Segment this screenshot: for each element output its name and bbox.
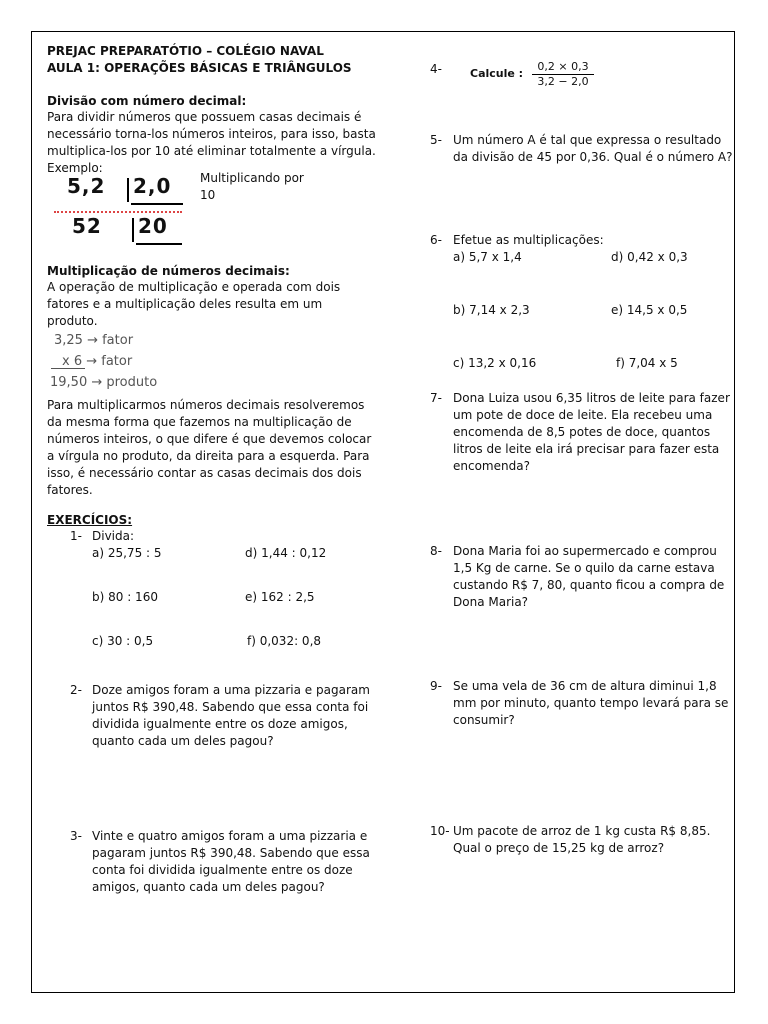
q10-line: Qual o preço de 15,25 kg de arroz? [453, 841, 665, 855]
division-bar [132, 218, 134, 242]
q2-line: Doze amigos foram a uma pizzaria e pagaram [92, 683, 370, 697]
q6-title: Efetue as multiplicações: [453, 233, 604, 247]
q1-item: b) 80 : 160 [92, 590, 158, 604]
division-note-line: 10 [200, 188, 216, 202]
q5-line: Um número A é tal que expressa o resultado [453, 133, 722, 147]
q6-item: a) 5,7 x 1,4 [453, 250, 522, 264]
q7-line: encomenda de 8,5 potes de doce, quantos [453, 425, 711, 439]
header-line-2: AULA 1: OPERAÇÕES BÁSICAS E TRIÂNGULOS [47, 61, 352, 75]
q8-number: 8- [430, 544, 442, 558]
example-divisor: 2,0 [133, 174, 172, 198]
q1-item: e) 162 : 2,5 [245, 590, 315, 604]
q6-item: d) 0,42 x 0,3 [611, 250, 688, 264]
multiplication-paragraph [47, 397, 371, 499]
multiplication-heading: Multiplicação de números decimais: [47, 264, 290, 278]
multiplication-para-line: fatores. [47, 483, 93, 497]
q3-line: Vinte e quatro amigos foram a uma pizzaria e [92, 829, 368, 843]
multiplication-line: A operação de multiplicação e operada com dois [47, 280, 341, 294]
division-text [47, 109, 376, 177]
q7-text [453, 390, 730, 475]
q9-line: Se uma vela de 36 cm de altura diminui 1,8 [453, 679, 717, 693]
multiplication-line: fatores e a multiplicação deles resulta em um [47, 297, 323, 311]
q10-line: Um pacote de arroz de 1 kg custa R$ 8,85. [453, 824, 711, 838]
multiplication-underline [51, 368, 85, 369]
q3-number: 3- [70, 829, 82, 843]
q8-line: custando R$ 7, 80, quanto ficou a compra de [453, 578, 725, 592]
header-line-1: PREJAC PREPARATÓTIO – COLÉGIO NAVAL [47, 44, 324, 58]
q5-line: da divisão de 45 por 0,36. Qual é o número A? [453, 150, 733, 164]
q9-line: consumir? [453, 713, 515, 727]
example-factor-2: x 6 → fator [62, 354, 133, 369]
dotted-separator [54, 211, 182, 213]
q4-numerator: 0,2 × 0,3 [537, 60, 589, 73]
q1-item: c) 30 : 0,5 [92, 634, 154, 648]
q5-number: 5- [430, 133, 442, 147]
multiplication-para-line: isso, é necessário contar as casas decimais dos dois [47, 466, 362, 480]
division-line: Para dividir números que possuem casas decimais é [47, 110, 362, 124]
q4-number: 4- [430, 62, 442, 76]
q2-number: 2- [70, 683, 82, 697]
example-product: 19,50 → produto [50, 375, 158, 390]
exercises-heading: EXERCÍCIOS: [47, 513, 133, 527]
q3-line: conta foi dividida igualmente entre os doze [92, 863, 353, 877]
q9-number: 9- [430, 679, 442, 693]
q2-line: dividida igualmente entre os doze amigos, [92, 717, 348, 731]
multiplication-para-line: a vírgula no produto, da direita para a esquerda. Para [47, 449, 370, 463]
q2-line: juntos R$ 390,48. Sabendo que essa conta foi [92, 700, 369, 714]
q7-line: um pote de doce de leite. Ela recebeu uma [453, 408, 713, 422]
multiplication-text [47, 279, 340, 330]
q7-number: 7- [430, 391, 442, 405]
division-heading: Divisão com número decimal: [47, 94, 247, 108]
example-dividend: 5,2 [67, 174, 106, 198]
document-header [47, 43, 352, 77]
q7-line: Dona Luiza usou 6,35 litros de leite para fazer [453, 391, 730, 405]
q4-fraction [532, 60, 594, 89]
q8-line: 1,5 Kg de carne. Se o quilo da carne estava [453, 561, 715, 575]
q1-item: f) 0,032: 0,8 [247, 634, 322, 648]
q1-title: Divida: [92, 529, 135, 543]
q1-number: 1- [70, 529, 82, 543]
q6-number: 6- [430, 233, 442, 247]
q6-item: e) 14,5 x 0,5 [611, 303, 688, 317]
q9-text [453, 678, 728, 729]
q4-label: Calcule : [470, 67, 524, 80]
q9-line: mm por minuto, quanto tempo levará para se [453, 696, 729, 710]
q10-number: 10- [430, 824, 450, 838]
q7-line: litros de leite ela irá precisar para fazer esta [453, 442, 720, 456]
q3-line: pagaram juntos R$ 390,48. Sabendo que essa [92, 846, 370, 860]
q5-text [453, 132, 732, 166]
division-bar [127, 178, 129, 202]
example-divisor-int: 20 [138, 214, 168, 238]
q6-item: b) 7,14 x 2,3 [453, 303, 530, 317]
division-note [200, 170, 304, 204]
division-note-line: Multiplicando por [200, 171, 304, 185]
q4-denominator: 3,2 − 2,0 [532, 74, 594, 89]
q1-item: a) 25,75 : 5 [92, 546, 162, 560]
multiplication-example [50, 330, 157, 393]
q2-text [92, 682, 370, 750]
q6-item: c) 13,2 x 0,16 [453, 356, 537, 370]
q3-text [92, 828, 370, 896]
multiplication-para-line: da mesma forma que fazemos na multiplicação de [47, 415, 352, 429]
q3-line: amigos, quanto cada um deles pagou? [92, 880, 325, 894]
division-line: Exemplo: [47, 161, 103, 175]
q7-line: encomenda? [453, 459, 530, 473]
multiplication-line: produto. [47, 314, 98, 328]
example-factor-1: 3,25 → fator [54, 333, 134, 348]
division-line: multiplica-los por 10 até eliminar totalmente a vírgula. [47, 144, 376, 158]
division-underline [131, 203, 183, 205]
q8-text [453, 543, 724, 611]
q6-item: f) 7,04 x 5 [616, 356, 678, 370]
division-line: necessário torna-los números inteiros, para isso, basta [47, 127, 376, 141]
q2-line: quanto cada um deles pagou? [92, 734, 274, 748]
q8-line: Dona Maria foi ao supermercado e comprou [453, 544, 717, 558]
example-dividend-int: 52 [72, 214, 102, 238]
q10-text [453, 823, 710, 857]
division-underline [136, 243, 182, 245]
q8-line: Dona Maria? [453, 595, 529, 609]
multiplication-para-line: números inteiros, o que difere é que devemos colocar [47, 432, 372, 446]
q1-item: d) 1,44 : 0,12 [245, 546, 327, 560]
division-example-figure [52, 176, 192, 246]
multiplication-para-line: Para multiplicarmos números decimais resolveremos [47, 398, 365, 412]
